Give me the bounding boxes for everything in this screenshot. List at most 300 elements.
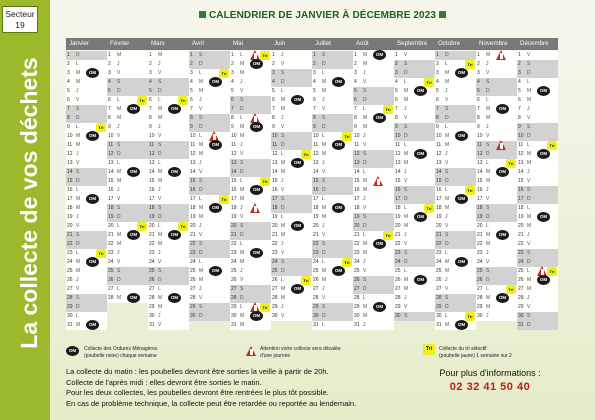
day-number: 25 — [354, 268, 360, 274]
day-cell — [517, 159, 558, 168]
day-letter: L — [117, 223, 120, 229]
day-cell — [312, 249, 353, 258]
day-letter: M — [199, 214, 204, 220]
day-letter: J — [76, 88, 79, 94]
day-number: 16 — [313, 187, 319, 193]
day-number: 13 — [436, 160, 442, 166]
day-number: 19 — [395, 214, 401, 220]
day-letter: M — [527, 223, 532, 229]
day-letter: J — [76, 151, 79, 157]
day-letter: J — [199, 97, 202, 103]
day-letter: L — [404, 142, 407, 148]
day-cell — [107, 276, 148, 285]
day-number: 28 — [354, 295, 360, 301]
day-cell — [148, 195, 189, 204]
day-cell — [230, 177, 271, 186]
om-icon: OM — [209, 266, 222, 276]
day-cell — [107, 186, 148, 195]
day-number: 7 — [231, 106, 234, 112]
day-number: 18 — [354, 205, 360, 211]
day-letter: L — [158, 97, 161, 103]
day-letter: D — [486, 214, 490, 220]
day-number: 26 — [190, 277, 196, 283]
day-number: 28 — [231, 295, 237, 301]
day-number: 23 — [354, 250, 360, 256]
day-letter: M — [199, 88, 204, 94]
day-number: 20 — [518, 223, 524, 229]
day-letter: J — [527, 295, 530, 301]
day-cell — [517, 123, 558, 132]
day-letter: D — [158, 277, 162, 283]
warning-icon — [496, 140, 506, 150]
day-cell — [66, 87, 107, 96]
day-number: 20 — [190, 223, 196, 229]
day-cell — [107, 213, 148, 222]
day-number: 27 — [108, 286, 114, 292]
day-cell — [189, 195, 230, 204]
om-icon: OM — [168, 167, 181, 177]
day-letter: M — [363, 115, 368, 121]
day-letter: M — [445, 322, 450, 328]
tri-icon: Tri — [260, 303, 270, 312]
day-number: 26 — [518, 277, 524, 283]
day-number: 24 — [436, 259, 442, 265]
day-letter: M — [240, 61, 245, 67]
day-number: 5 — [354, 88, 357, 94]
day-number: 16 — [149, 187, 155, 193]
day-cell — [476, 240, 517, 249]
day-cell — [435, 303, 476, 312]
day-cell — [353, 60, 394, 69]
day-cell — [394, 276, 435, 285]
day-letter: J — [404, 106, 407, 112]
day-letter: S — [281, 259, 285, 265]
day-cell — [394, 69, 435, 78]
day-number: 7 — [313, 106, 316, 112]
day-cell — [517, 69, 558, 78]
day-letter: V — [527, 241, 531, 247]
day-cell — [312, 186, 353, 195]
day-number: 2 — [313, 61, 316, 67]
day-letter: D — [117, 88, 121, 94]
day-letter: V — [404, 241, 408, 247]
day-cell — [435, 231, 476, 240]
day-letter: M — [117, 106, 122, 112]
om-icon: OM — [86, 131, 99, 141]
day-letter: S — [281, 133, 285, 139]
day-number: 8 — [436, 115, 439, 121]
day-letter: M — [240, 259, 245, 265]
day-letter: M — [240, 322, 245, 328]
day-number: 2 — [190, 61, 193, 67]
day-cell — [353, 240, 394, 249]
day-letter: V — [281, 124, 285, 130]
day-letter: V — [322, 232, 326, 238]
day-cell — [312, 150, 353, 159]
day-cell — [148, 132, 189, 141]
day-number: 2 — [477, 61, 480, 67]
day-letter: J — [527, 169, 530, 175]
day-cell — [66, 231, 107, 240]
day-letter: D — [281, 142, 285, 148]
day-cell — [476, 96, 517, 105]
day-letter: L — [240, 241, 243, 247]
day-number: 1 — [436, 52, 439, 58]
day-number: 30 — [518, 313, 524, 319]
day-cell — [476, 105, 517, 114]
day-letter: S — [322, 115, 326, 121]
day-number: 27 — [518, 286, 524, 292]
day-number: 26 — [149, 277, 155, 283]
day-cell — [148, 168, 189, 177]
day-letter: J — [486, 124, 489, 130]
day-letter: S — [527, 187, 531, 193]
day-cell — [230, 258, 271, 267]
day-number: 23 — [477, 250, 483, 256]
day-number: 7 — [395, 106, 398, 112]
info-label: Pour plus d'informations : — [439, 368, 541, 378]
day-number: 12 — [313, 151, 319, 157]
day-letter: L — [404, 205, 407, 211]
day-letter: S — [322, 304, 326, 310]
day-cell — [271, 267, 312, 276]
day-number: 4 — [231, 79, 234, 85]
day-number: 26 — [477, 277, 483, 283]
month-header: Août — [353, 38, 394, 50]
day-letter: S — [363, 214, 367, 220]
day-letter: S — [240, 97, 244, 103]
day-number: 17 — [108, 196, 114, 202]
day-cell — [394, 51, 435, 60]
day-number: 11 — [354, 142, 360, 148]
day-cell — [189, 150, 230, 159]
day-number: 13 — [272, 160, 278, 166]
month-header: Novembre — [476, 38, 517, 50]
day-number: 17 — [272, 196, 278, 202]
day-letter: M — [445, 259, 450, 265]
day-letter: D — [322, 313, 326, 319]
day-number: 4 — [477, 79, 480, 85]
day-cell — [435, 276, 476, 285]
day-letter: L — [404, 268, 407, 274]
day-cell — [435, 141, 476, 150]
day-letter: L — [527, 79, 530, 85]
warning-legend-line2: d'une journée — [260, 352, 291, 359]
day-letter: V — [527, 115, 531, 121]
tri-icon: Tri — [547, 141, 557, 150]
day-cell — [353, 213, 394, 222]
day-letter: M — [76, 79, 81, 85]
day-cell — [312, 168, 353, 177]
day-number: 31 — [436, 322, 442, 328]
day-cell — [353, 312, 394, 321]
day-cell — [66, 96, 107, 105]
tri-legend-line2: (poubelle jaune) 1 semaine sur 2 — [439, 352, 512, 359]
day-cell — [517, 150, 558, 159]
day-number: 15 — [190, 178, 196, 184]
day-cell — [353, 177, 394, 186]
day-number: 26 — [354, 277, 360, 283]
day-cell — [435, 78, 476, 87]
day-cell — [230, 303, 271, 312]
day-number: 19 — [190, 214, 196, 220]
day-cell — [353, 123, 394, 132]
day-cell — [66, 150, 107, 159]
day-number: 15 — [272, 178, 278, 184]
day-letter: S — [445, 232, 449, 238]
day-letter: J — [445, 277, 448, 283]
day-letter: S — [158, 205, 162, 211]
day-number: 3 — [313, 70, 316, 76]
day-cell — [148, 240, 189, 249]
day-number: 20 — [149, 223, 155, 229]
month-header: Juin — [271, 38, 312, 50]
day-letter: M — [486, 232, 491, 238]
day-letter: J — [199, 223, 202, 229]
note-line: Pour les deux collectes, les poubelles devront être rentrées le plus tôt possible. — [66, 388, 329, 397]
day-letter: M — [158, 232, 163, 238]
day-number: 11 — [395, 142, 401, 148]
day-cell — [189, 294, 230, 303]
om-legend-icon — [66, 346, 80, 356]
day-number: 4 — [108, 79, 111, 85]
info-box — [410, 367, 570, 395]
day-letter: S — [76, 169, 80, 175]
day-number: 5 — [518, 88, 521, 94]
day-number: 26 — [231, 277, 237, 283]
om-icon: OM — [127, 104, 140, 114]
day-letter: M — [322, 79, 327, 85]
day-cell — [517, 303, 558, 312]
day-letter: M — [281, 223, 286, 229]
day-number: 2 — [436, 61, 439, 67]
day-cell — [107, 195, 148, 204]
day-letter: V — [158, 259, 162, 265]
day-letter: L — [445, 61, 448, 67]
day-letter: M — [281, 106, 286, 112]
day-cell — [435, 222, 476, 231]
day-number: 8 — [67, 115, 70, 121]
day-number: 16 — [190, 187, 196, 193]
day-cell — [476, 249, 517, 258]
day-letter: J — [199, 286, 202, 292]
day-number: 12 — [190, 151, 196, 157]
day-number: 17 — [477, 196, 483, 202]
day-cell — [271, 177, 312, 186]
day-number: 9 — [436, 124, 439, 130]
day-letter: L — [117, 286, 120, 292]
day-number: 31 — [149, 322, 155, 328]
day-letter: M — [363, 61, 368, 67]
day-number: 17 — [190, 196, 196, 202]
month-header: Octobre — [435, 38, 476, 50]
day-cell — [66, 195, 107, 204]
day-cell — [394, 186, 435, 195]
day-cell — [230, 312, 271, 321]
day-letter: L — [322, 259, 325, 265]
day-cell — [394, 159, 435, 168]
day-number: 19 — [149, 214, 155, 220]
day-cell — [353, 51, 394, 60]
day-cell — [107, 105, 148, 114]
day-letter: V — [322, 295, 326, 301]
day-cell — [517, 222, 558, 231]
day-letter: J — [404, 169, 407, 175]
day-number: 9 — [231, 124, 234, 130]
day-cell — [230, 141, 271, 150]
day-letter: S — [158, 142, 162, 148]
warning-icon — [246, 346, 256, 356]
day-letter: M — [404, 277, 409, 283]
day-cell — [230, 96, 271, 105]
om-legend-text — [84, 346, 157, 359]
day-number: 17 — [231, 196, 237, 202]
day-number: 15 — [67, 178, 73, 184]
day-letter: V — [117, 196, 121, 202]
tri-icon: Tri — [342, 132, 352, 141]
day-letter: L — [158, 223, 161, 229]
day-number: 29 — [149, 304, 155, 310]
day-cell — [435, 60, 476, 69]
day-number: 5 — [108, 88, 111, 94]
day-cell — [148, 258, 189, 267]
day-letter: V — [404, 178, 408, 184]
day-letter: S — [363, 151, 367, 157]
day-number: 28 — [518, 295, 524, 301]
day-letter: D — [363, 97, 367, 103]
day-letter: V — [363, 79, 367, 85]
day-cell — [394, 141, 435, 150]
month-header: Février — [107, 38, 148, 50]
day-cell — [66, 51, 107, 60]
day-number: 4 — [190, 79, 193, 85]
day-cell — [435, 87, 476, 96]
day-letter: L — [363, 169, 366, 175]
day-letter: M — [281, 286, 286, 292]
day-cell — [107, 150, 148, 159]
day-number: 29 — [436, 304, 442, 310]
day-number: 1 — [272, 52, 275, 58]
om-icon: OM — [209, 140, 222, 150]
day-letter: J — [486, 313, 489, 319]
day-number: 8 — [231, 115, 234, 121]
om-icon: OM — [86, 257, 99, 267]
day-cell — [148, 78, 189, 87]
day-number: 24 — [190, 259, 196, 265]
om-icon: OM — [496, 167, 509, 177]
day-number: 21 — [313, 232, 319, 238]
day-cell — [189, 249, 230, 258]
day-cell — [353, 87, 394, 96]
day-letter: M — [363, 178, 368, 184]
day-number: 25 — [518, 268, 524, 274]
day-number: 22 — [272, 241, 278, 247]
day-number: 20 — [395, 223, 401, 229]
day-letter: M — [322, 88, 327, 94]
day-number: 2 — [272, 61, 275, 67]
day-cell — [517, 249, 558, 258]
title-square-icon — [439, 11, 446, 18]
day-cell — [435, 168, 476, 177]
day-letter: V — [322, 169, 326, 175]
day-letter: D — [445, 115, 449, 121]
day-letter: L — [527, 142, 530, 148]
day-number: 28 — [272, 295, 278, 301]
day-letter: M — [76, 322, 81, 328]
day-letter: V — [527, 52, 531, 58]
day-cell — [312, 204, 353, 213]
day-letter: M — [363, 124, 368, 130]
day-number: 8 — [190, 115, 193, 121]
day-letter: D — [486, 88, 490, 94]
day-letter: V — [486, 133, 490, 139]
day-number: 6 — [313, 97, 316, 103]
day-cell — [230, 204, 271, 213]
tri-legend-line1: Collecte du tri sélectif — [439, 346, 487, 352]
day-number: 12 — [231, 151, 237, 157]
day-cell — [394, 231, 435, 240]
day-letter: L — [486, 97, 489, 103]
day-cell — [517, 285, 558, 294]
day-number: 9 — [272, 124, 275, 130]
day-number: 24 — [354, 259, 360, 265]
day-cell — [394, 249, 435, 258]
day-letter: J — [158, 250, 161, 256]
day-letter: V — [445, 223, 449, 229]
day-letter: V — [281, 187, 285, 193]
day-number: 7 — [149, 106, 152, 112]
day-cell — [435, 132, 476, 141]
day-letter: S — [527, 250, 531, 256]
om-icon: OM — [373, 239, 386, 249]
day-number: 30 — [231, 313, 237, 319]
day-number: 21 — [67, 232, 73, 238]
day-number: 29 — [313, 304, 319, 310]
tri-icon: Tri — [383, 105, 393, 114]
day-cell — [394, 123, 435, 132]
day-letter: V — [363, 268, 367, 274]
day-number: 27 — [395, 286, 401, 292]
day-number: 23 — [149, 250, 155, 256]
day-letter: S — [445, 295, 449, 301]
day-number: 12 — [67, 151, 73, 157]
day-number: 20 — [272, 223, 278, 229]
day-number: 9 — [354, 124, 357, 130]
day-cell — [312, 258, 353, 267]
day-number: 20 — [313, 223, 319, 229]
day-cell — [189, 114, 230, 123]
day-number: 22 — [313, 241, 319, 247]
day-cell — [476, 285, 517, 294]
day-letter: M — [158, 115, 163, 121]
day-number: 25 — [108, 268, 114, 274]
day-letter: S — [117, 142, 121, 148]
om-icon: OM — [168, 293, 181, 303]
tri-icon: Tri — [96, 249, 106, 258]
day-cell — [353, 294, 394, 303]
day-number: 21 — [272, 232, 278, 238]
day-number: 12 — [272, 151, 278, 157]
day-number: 4 — [272, 79, 275, 85]
day-number: 1 — [395, 52, 398, 58]
day-cell — [312, 285, 353, 294]
day-letter: M — [527, 151, 532, 157]
day-number: 20 — [108, 223, 114, 229]
day-cell — [148, 222, 189, 231]
day-letter: L — [240, 304, 243, 310]
day-letter: V — [527, 304, 531, 310]
day-cell — [271, 249, 312, 258]
